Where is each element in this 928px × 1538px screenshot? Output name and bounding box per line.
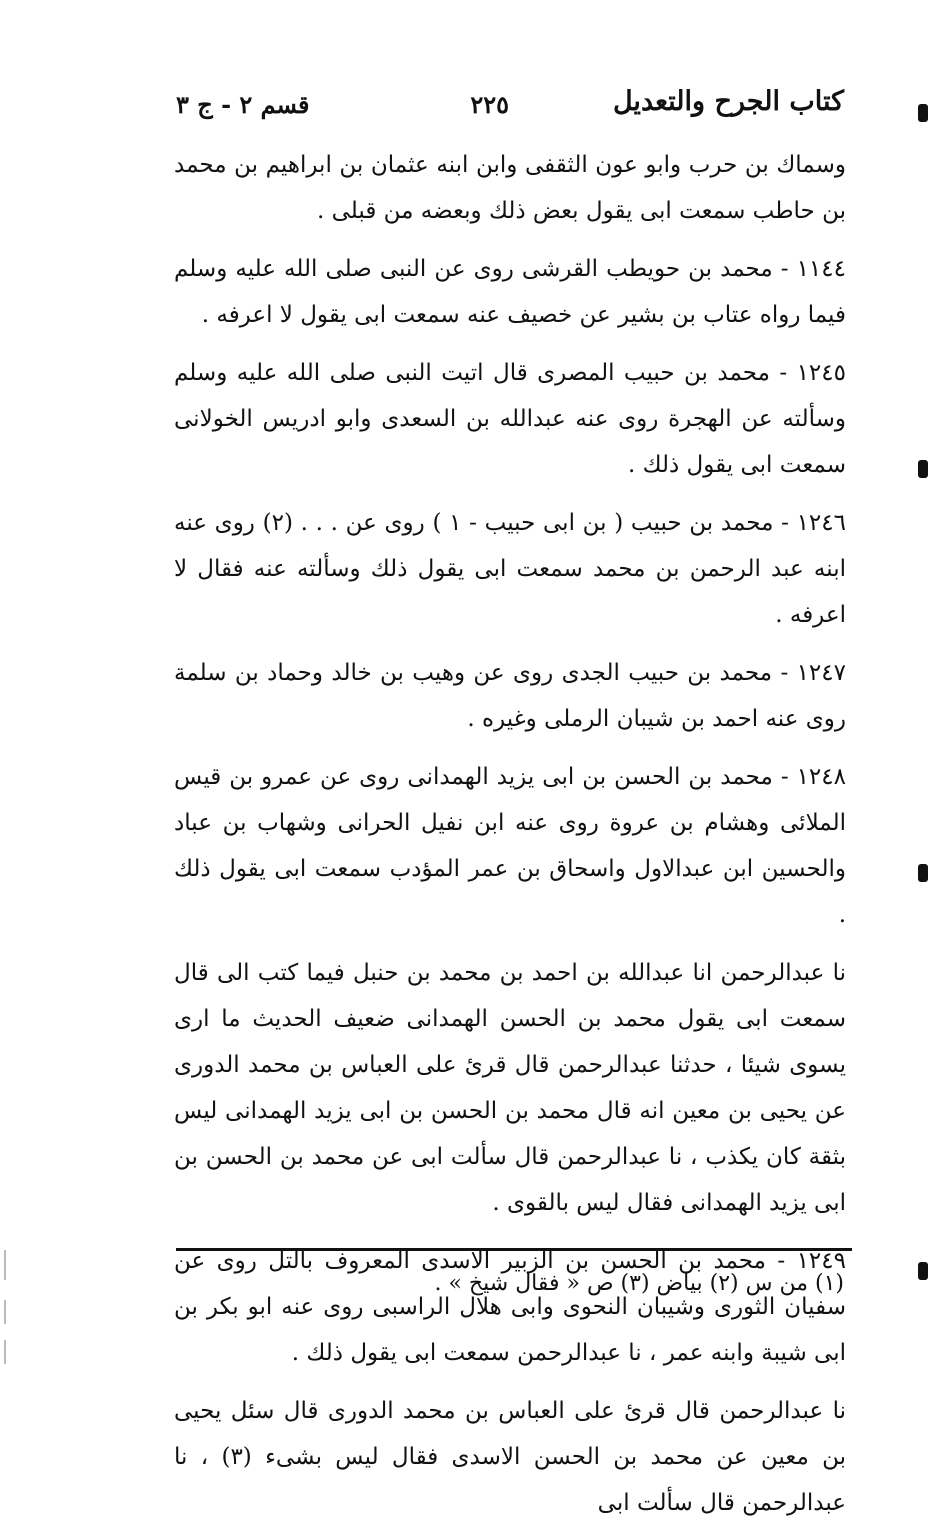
scan-edge-mark (4, 1250, 6, 1280)
margin-mark (918, 460, 928, 478)
paragraph-continuation: وسماك بن حرب وابو عون الثقفى وابن ابنه عثمان بن ابراهيم بن محمد بن حاطب سمعت ابى يقول بعض ذلك وبعضه من قبلى . (174, 152, 846, 224)
page-header (176, 86, 844, 126)
entry-1248: ١٢٤٨ - محمد بن الحسن بن ابى يزيد الهمدانى روى عن عمرو بن قيس الملائى وهشام بن عروة روى عنه ابن نفيل الحرانى وشهاب بن عباد والحسين ابن عبدالاول واسحاق بن عمر المؤدب سمعت ابى يقول ذلك . (174, 764, 846, 928)
footnote-divider (176, 1248, 852, 1251)
narration-paragraph-end: نا عبدالرحمن قال قرئ على العباس بن محمد الدورى قال سئل يحيى بن معين عن محمد بن الحسن الاسدى فقال ليس بشىء (٣) ، نا عبدالرحمن قال سألت ابى (174, 1398, 846, 1516)
scan-edge-mark (4, 1300, 6, 1324)
book-title: كتاب الجرح والتعديل (612, 86, 844, 117)
entry-1245: ١٢٤٥ - محمد بن حبيب المصرى قال اتيت النبى صلى الله عليه وسلم وسألته عن الهجرة روى عنه عبدالله بن السعدى وابو ادريس الخولانى سمعت ابى يقول ذلك . (174, 360, 846, 478)
main-text (174, 142, 846, 1538)
margin-mark (918, 864, 928, 882)
entry-1247: ١٢٤٧ - محمد بن حبيب الجدى روى عن وهيب بن خالد وحماد بن سلمة روى عنه احمد بن شيبان الرملى وغيره . (174, 660, 846, 732)
margin-mark (918, 1262, 928, 1280)
footnote: (١) من س (٢) بياض (٣) ص « فقال شيخ » . (434, 1271, 844, 1296)
part-indicator: قسم ٢ - ج ٣ (176, 90, 310, 119)
entry-1246: ١٢٤٦ - محمد بن حبيب ( بن ابى حبيب - ١ ) روى عن . . . (٢) روى عنه ابنه عبد الرحمن بن محمد سمعت ابى يقول ذلك وسألته عنه فقال لا اعرفه . (174, 510, 846, 628)
margin-mark (918, 104, 928, 122)
entry-1249: ١٢٤٩ - محمد بن الحسن بن الزبير الاسدى المعروف بالتل روى عن سفيان الثورى وشيبان النحوى وابى هلال الراسبى روى عنه ابو بكر بن ابى شيبة وابنه عمر ، نا عبدالرحمن سمعت ابى يقول ذلك . (174, 1248, 846, 1366)
entry-1244: ١١٤٤ - محمد بن حويطب القرشى روى عن النبى صلى الله عليه وسلم فيما رواه عتاب بن بشير عن خصيف عنه سمعت ابى يقول لا اعرفه . (174, 256, 846, 328)
scan-edge-mark (4, 1340, 6, 1364)
narration-paragraph: نا عبدالرحمن انا عبدالله بن احمد بن محمد بن حنبل فيما كتب الى قال سمعت ابى يقول محمد بن الحسن الهمدانى ضعيف الحديث ما ارى يسوى شيئا ، حدثنا عبدالرحمن قال قرئ على العباس بن محمد الدورى عن يحيى بن معين انه قال محمد بن الحسن بن ابى يزيد الهمدانى ليس بثقة كان يكذب ، نا عبدالرحمن قال سألت ابى عن محمد بن الحسن بن ابى يزيد الهمدانى فقال ليس بالقوى . (174, 960, 846, 1216)
page-number: ٢٢٥ (470, 90, 509, 119)
